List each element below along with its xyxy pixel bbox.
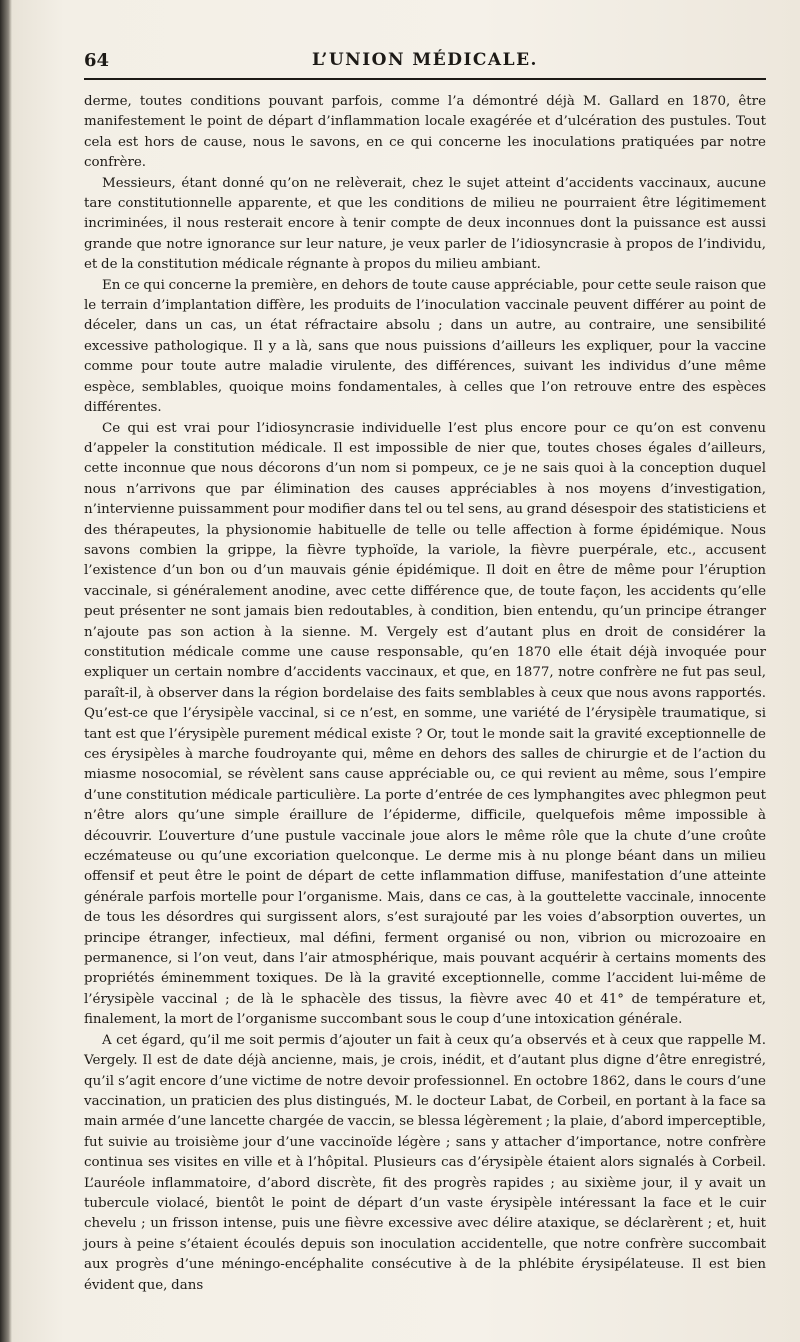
- paragraph: A cet égard, qu’il me soit permis d’ajouter un fait à ceux qu’a observés et à ceux que rappelle M. Vergely. Il est de date déjà ancienne, mais, je crois, inédit, et d’autant plus digne d’être enregistré, qu’il s’agit encore d’une victime de notre devoir professionnel. En octobre 1862, dans le cours d’une vaccination, un praticien des plus distingués, M. le docteur Labat, de Corbeil, en portant à la face sa main armée d’une lancette chargée de vaccin, se blessa légèrement ; la plaie, d’abord imperceptible, fut suivie au troisième jour d’une vaccinoïde légère ; sans y attacher d’importance, notre confrère continua ses visites en ville et à l’hôpital. Plusieurs cas d’érysipèle étaient alors signalés à Corbeil. L’auréole inflammatoire, d’abord discrète, fit des progrès rapides ; au sixième jour, il y avait un tubercule violacé, bientôt le point de départ d’un vaste érysipèle intéressant la face et le cuir chevelu ; un frisson intense, puis une fièvre excessive avec délire ataxique, se déclarèrent ; et, huit jours à peine s’étaient écoulés depuis son inoculation accidentelle, que notre confrère succombait aux progrès d’une méningo-encéphalite consécutive à de la phlébite érysipélateuse. Il est bien évident que, dans: [84, 1032, 766, 1293]
- header-rule: [84, 78, 766, 80]
- article-body: [84, 92, 766, 1296]
- paragraph: Ce qui est vrai pour l’idiosyncrasie individuelle l’est plus encore pour ce qu’on est convenu d’appeler la constitution médicale. Il est impossible de nier que, toutes choses égales d’ailleurs, cette inconnue que nous décorons d’un nom si pompeux, ce je ne sais quoi à la conception duquel nous n’arrivons que par élimination des causes appréciables à nos moyens d’investigation, n’intervienne puissamment pour modifier dans tel ou tel sens, au grand désespoir des statisticiens et des thérapeutes, la physionomie habituelle de telle ou telle affection à forme épidémique. Nous savons combien la grippe, la fièvre typhoïde, la variole, la fièvre puerpérale, etc., accusent l’existence d’un bon ou d’un mauvais génie épidémique. Il doit en être de même pour l’éruption vaccinale, si généralement anodine, avec cette différence que, de toute façon, les accidents qu’elle peut présenter ne sont jamais bien redoutables, à condition, bien entendu, qu’un principe étranger n’ajoute pas son action à la sienne. M. Vergely est d’autant plus en droit de considérer la constitution médicale comme une cause responsable, qu’en 1870 elle était déjà invoquée pour expliquer un certain nombre d’accidents vaccinaux, et que, en 1877, notre confrère ne fut pas seul, paraît-il, à observer dans la région bordelaise des faits semblables à ceux que nous avons rapportés. Qu’est-ce que l’érysipèle vaccinal, si ce n’est, en somme, une variété de l’érysipèle traumatique, si tant est que l’érysipèle purement médical existe ? Or, tout le monde sait la gravité exceptionnelle de ces érysipèles à marche foudroyante qui, même en dehors des salles de chirurgie et de l’action du miasme nosocomial, se révèlent sans cause appréciable ou, ce qui revient au même, sous l’empire d’une constitution médicale particulière. La porte d’entrée de ces lymphangites avec phlegmon peut n’être alors qu’une simple éraillure de l’épiderme, difficile, quelquefois même impossible à découvrir. L’ouverture d’une pustule vaccinale joue alors le même rôle que la chute d’une croûte eczémateuse ou qu’une excoriation quelconque. Le derme mis à nu plonge béant dans un milieu offensif et peut être le point de départ de cette inflammation diffuse, manifestation d’une atteinte générale parfois mortelle pour l’organisme. Mais, dans ce cas, à la gouttelette vaccinale, innocente de tous les désordres qui surgissent alors, s’est surajouté par les voies d’absorption ouvertes, un principe étranger, infectieux, mal défini, ferment organisé ou non, vibrion ou microzoaire en permanence, si l’on veut, dans l’air atmosphérique, mais pouvant acquérir à certains moments des propriétés éminemment toxiques. De là la gravité exceptionnelle, comme l’accident lui-même de l’érysipèle vaccinal ; de là le sphacèle des tissus, la fièvre avec 40 et 41° de température et, finalement, la mort de l’organisme succombant sous le coup d’une intoxication générale.: [84, 420, 766, 1028]
- running-title: L’UNION MÉDICALE.: [312, 50, 538, 70]
- paragraph: En ce qui concerne la première, en dehors de toute cause appréciable, pour cette seule raison que le terrain d’implantation diffère, les produits de l’inoculation vaccinale peuvent différer au point de déceler, dans un cas, un état réfractaire absolu ; dans un autre, au contraire, une sensibilité excessive pathologique. Il y a là, sans que nous puissions d’ailleurs les expliquer, pour la vaccine comme pour toute autre maladie virulente, des différences, suivant les individus d’une même espèce, semblables, quoique moins fondamentales, à celles que l’on retrouve entre des espèces différentes.: [84, 277, 766, 416]
- paragraph: Messieurs, étant donné qu’on ne relèverait, chez le sujet atteint d’accidents vaccinaux, aucune tare constitutionnelle apparente, et que les conditions de milieu ne pourraient être légitimement incriminées, il nous resterait encore à tenir compte de deux inconnues dont la puissance est aussi grande que notre ignorance sur leur nature, je veux parler de l’idiosyncrasie à propos de l’individu, et de la constitution médicale régnante à propos du milieu ambiant.: [84, 175, 766, 273]
- page-number: 64: [84, 50, 110, 71]
- page-header: [84, 44, 766, 76]
- paragraph-continued: derme, toutes conditions pouvant parfois, comme l’a démontré déjà M. Gallard en 1870, être manifestement le point de départ d’inflammation locale exagérée et d’ulcération des pustules. Tout cela est hors de cause, nous le savons, en ce qui concerne les inoculations pratiquées par notre confrère.: [84, 94, 766, 171]
- binding-gutter: [0, 0, 12, 1342]
